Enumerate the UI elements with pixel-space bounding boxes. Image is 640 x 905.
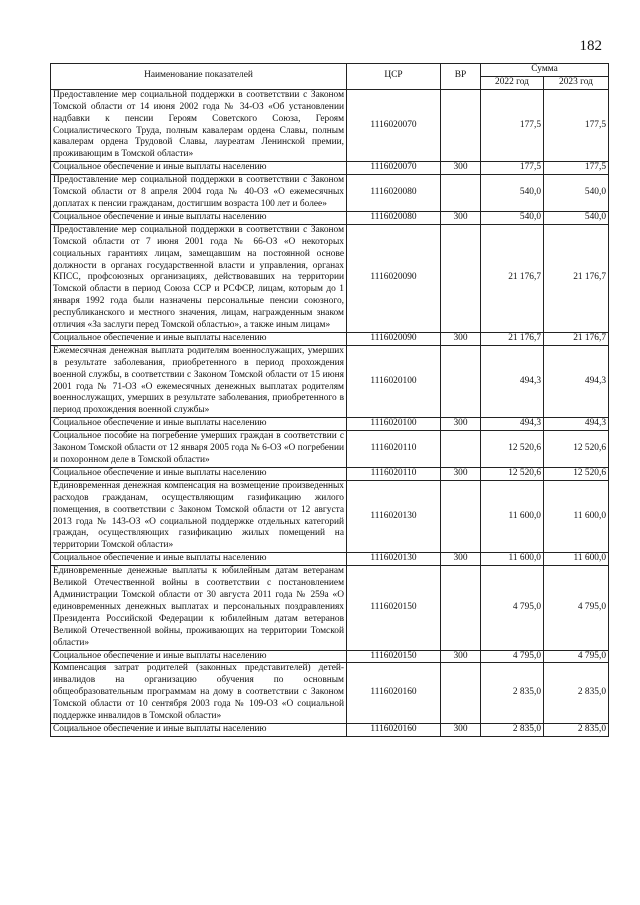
header-sum: Сумма xyxy=(481,64,609,77)
row-vr: 300 xyxy=(441,332,481,345)
table-row xyxy=(51,332,609,345)
table-row xyxy=(51,431,609,468)
header-csr: ЦСР xyxy=(347,64,441,90)
row-sum-2022: 11 600,0 xyxy=(481,553,544,566)
row-vr: 300 xyxy=(441,723,481,736)
table-row xyxy=(51,650,609,663)
row-name: Социальное пособие на погребение умерших граждан в соответствии с Законом Томской области от 12 января 2005 года № 6-ОЗ «О погребении и похоронном деле в Томской области» xyxy=(51,431,347,468)
row-name: Социальное обеспечение и иные выплаты населению xyxy=(51,723,347,736)
page-number: 182 xyxy=(579,38,602,54)
table-row xyxy=(51,418,609,431)
table-row xyxy=(51,566,609,650)
row-name: Единовременные денежные выплаты к юбилейным датам ветеранам Великой Отечественной войны в соответствии с постановлением Администрации Томской области от 30 августа 2011 года № 259а «О единовременных денежных выплатах и персональных поздравлениях Президента Российской Федерации к юбилейным датам ветеранов Великой Отечественной войны, проживающих на территории Томской области» xyxy=(51,566,347,650)
row-vr xyxy=(441,480,481,552)
row-csr: 1116020100 xyxy=(347,418,441,431)
row-sum-2023: 12 520,6 xyxy=(544,431,609,468)
row-csr: 1116020160 xyxy=(347,663,441,724)
row-sum-2023: 11 600,0 xyxy=(544,480,609,552)
table-row xyxy=(51,480,609,552)
budget-table xyxy=(50,63,609,737)
row-vr: 300 xyxy=(441,211,481,224)
header-year-2023: 2023 год xyxy=(544,76,609,89)
row-sum-2023: 21 176,7 xyxy=(544,332,609,345)
row-name: Социальное обеспечение и иные выплаты населению xyxy=(51,553,347,566)
row-csr: 1116020090 xyxy=(347,332,441,345)
row-vr xyxy=(441,224,481,332)
row-name: Социальное обеспечение и иные выплаты населению xyxy=(51,650,347,663)
row-sum-2023: 177,5 xyxy=(544,162,609,175)
row-sum-2022: 540,0 xyxy=(481,175,544,212)
row-sum-2022: 494,3 xyxy=(481,345,544,417)
table-row xyxy=(51,553,609,566)
row-vr xyxy=(441,345,481,417)
row-sum-2022: 177,5 xyxy=(481,89,544,161)
table-row xyxy=(51,224,609,332)
row-vr xyxy=(441,431,481,468)
row-sum-2022: 540,0 xyxy=(481,211,544,224)
row-csr: 1116020110 xyxy=(347,431,441,468)
header-year-2022: 2022 год xyxy=(481,76,544,89)
row-vr: 300 xyxy=(441,553,481,566)
table-row xyxy=(51,175,609,212)
row-name: Социальное обеспечение и иные выплаты населению xyxy=(51,211,347,224)
row-name: Предоставление мер социальной поддержки в соответствии с Законом Томской области от 7 июня 2001 года № 66-ОЗ «О некоторых социальных гарантиях лицам, замещавшим на постоянной основе должности в органах государственной власти и управления, органах КПСС, профсоюзных организациях, действовавших на территории Томской области в период Союза ССР и РСФСР, лицам, которым до 1 января 1992 года были назначены персональные пенсии союзного, республиканского и местного значения, лицам, награжденным знаком отличия «За заслуги перед Томской областью», а также иным лицам» xyxy=(51,224,347,332)
row-vr: 300 xyxy=(441,650,481,663)
row-name: Социальное обеспечение и иные выплаты населению xyxy=(51,332,347,345)
row-name: Предоставление мер социальной поддержки в соответствии с Законом Томской области от 8 апреля 2004 года № 40-ОЗ «О ежемесячных доплатах к пенсии гражданам, достигшим возраста 100 лет и более» xyxy=(51,175,347,212)
row-name: Предоставление мер социальной поддержки в соответствии с Законом Томской области от 14 июня 2002 года № 34-ОЗ «Об установлении надбавки к пенсии Героям Советского Союза, Героям Социалистического Труда, полным кавалерам ордена Славы, полным кавалерам ордена Трудовой Славы, лауреатам Ленинской премии, проживающим в Томской области» xyxy=(51,89,347,161)
row-sum-2023: 540,0 xyxy=(544,175,609,212)
row-name: Компенсация затрат родителей (законных представителей) детей-инвалидов на организацию обучения по основным общеобразовательным программам на дому в соответствии с Законом Томской области от 10 сентября 2003 года № 109-ОЗ «О социальной поддержке инвалидов в Томской области» xyxy=(51,663,347,724)
row-sum-2023: 12 520,6 xyxy=(544,467,609,480)
table-row xyxy=(51,162,609,175)
row-sum-2022: 177,5 xyxy=(481,162,544,175)
row-sum-2022: 2 835,0 xyxy=(481,663,544,724)
row-csr: 1116020070 xyxy=(347,89,441,161)
row-sum-2023: 494,3 xyxy=(544,345,609,417)
row-vr xyxy=(441,89,481,161)
table-row xyxy=(51,211,609,224)
row-sum-2022: 2 835,0 xyxy=(481,723,544,736)
row-sum-2023: 177,5 xyxy=(544,89,609,161)
row-csr: 1116020130 xyxy=(347,480,441,552)
row-csr: 1116020150 xyxy=(347,566,441,650)
row-name: Ежемесячная денежная выплата родителям военнослужащих, умерших в результате заболевания, приобретенного в период прохождения военной службы, в соответствии с Законом Томской области от 15 июня 2001 года № 71-ОЗ «О ежемесячных денежных выплатах родителям военнослужащих, умерших в результате заболевания, приобретенного в период прохождения военной службы» xyxy=(51,345,347,417)
row-csr: 1116020160 xyxy=(347,723,441,736)
row-sum-2023: 21 176,7 xyxy=(544,224,609,332)
row-csr: 1116020150 xyxy=(347,650,441,663)
row-sum-2023: 4 795,0 xyxy=(544,650,609,663)
header-name: Наименование показателей xyxy=(51,64,347,90)
row-csr: 1116020110 xyxy=(347,467,441,480)
table-row xyxy=(51,345,609,417)
row-sum-2022: 4 795,0 xyxy=(481,650,544,663)
table-row xyxy=(51,89,609,161)
row-sum-2022: 21 176,7 xyxy=(481,332,544,345)
row-sum-2023: 540,0 xyxy=(544,211,609,224)
table-row xyxy=(51,467,609,480)
row-sum-2022: 12 520,6 xyxy=(481,431,544,468)
row-csr: 1116020130 xyxy=(347,553,441,566)
row-name: Социальное обеспечение и иные выплаты населению xyxy=(51,467,347,480)
table-header xyxy=(51,64,609,90)
row-sum-2023: 11 600,0 xyxy=(544,553,609,566)
table-row xyxy=(51,723,609,736)
row-name: Социальное обеспечение и иные выплаты населению xyxy=(51,162,347,175)
row-csr: 1116020080 xyxy=(347,175,441,212)
row-csr: 1116020080 xyxy=(347,211,441,224)
header-vr: ВР xyxy=(441,64,481,90)
row-vr: 300 xyxy=(441,162,481,175)
row-sum-2022: 11 600,0 xyxy=(481,480,544,552)
row-vr xyxy=(441,663,481,724)
row-csr: 1116020090 xyxy=(347,224,441,332)
row-vr: 300 xyxy=(441,467,481,480)
table-row xyxy=(51,663,609,724)
row-csr: 1116020070 xyxy=(347,162,441,175)
row-sum-2023: 2 835,0 xyxy=(544,723,609,736)
table-body xyxy=(51,89,609,736)
row-vr: 300 xyxy=(441,418,481,431)
row-sum-2023: 2 835,0 xyxy=(544,663,609,724)
row-csr: 1116020100 xyxy=(347,345,441,417)
row-name: Единовременная денежная компенсация на возмещение произведенных расходов гражданам, осуществляющим газификацию жилого помещения, в соответствии с Законом Томской области от 12 августа 2013 года № 143-ОЗ «О социальной поддержке отдельных категорий граждан, осуществляющих газификацию жилых помещений на территории Томской области» xyxy=(51,480,347,552)
row-name: Социальное обеспечение и иные выплаты населению xyxy=(51,418,347,431)
row-vr xyxy=(441,175,481,212)
row-sum-2023: 4 795,0 xyxy=(544,566,609,650)
row-sum-2022: 21 176,7 xyxy=(481,224,544,332)
row-sum-2022: 494,3 xyxy=(481,418,544,431)
row-vr xyxy=(441,566,481,650)
row-sum-2022: 12 520,6 xyxy=(481,467,544,480)
row-sum-2023: 494,3 xyxy=(544,418,609,431)
row-sum-2022: 4 795,0 xyxy=(481,566,544,650)
